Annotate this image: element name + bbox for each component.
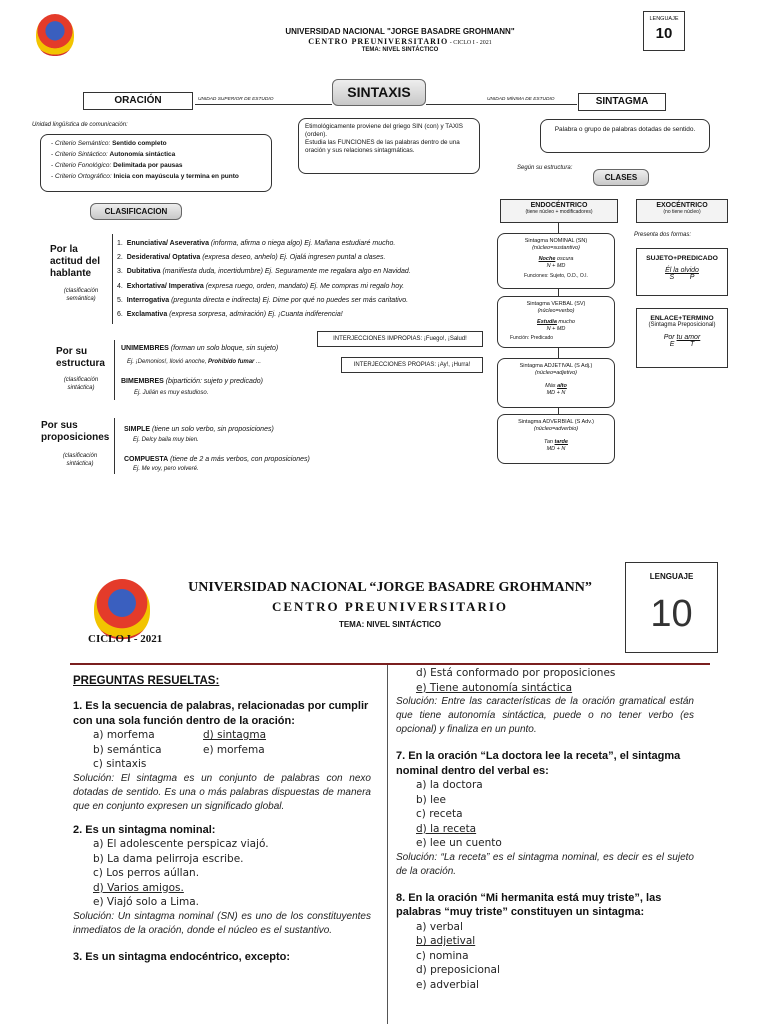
oracion-node: ORACIÓN [83, 92, 193, 110]
comp-desc: (tiene de 2 a más verbos, con proposiciones) [168, 456, 310, 463]
bottom-logo [94, 579, 150, 639]
sintaxis-node: SINTAXIS [332, 79, 426, 106]
bottom-topic: TEMA: NIVEL SINTÁCTICO [338, 620, 442, 629]
q2-sol: Solución: Un sintagma nominal (SN) es uno de los constituyentes inmediatos de la oración, donde el núcleo es el sustantivo. [73, 910, 371, 936]
item-num: 6. [117, 311, 123, 319]
item-num: 4. [117, 282, 123, 290]
sintagma-def: Palabra o grupo de palabras dotadas de sentido. [554, 126, 696, 133]
q3-text: 3. Es un sintagma endocéntrico, excepto: [73, 950, 290, 963]
brace-estructura [114, 340, 115, 400]
sn-ex1: Noche [538, 256, 556, 262]
estructura-sub: (clasificación sintáctica) [63, 377, 99, 391]
item-desc: (expresa ruego, orden, mandato) Ej. Me compras mi regalo hoy. [203, 282, 405, 290]
endo-title: ENDOCÉNTRICO [530, 202, 588, 209]
sintaxis-def-2: Estudia las FUNCIONES de las palabras dentro de una oración y sus relaciones sintagmáticas. [305, 139, 460, 154]
top-cycle: - CICLO I - 2021 [448, 40, 492, 46]
sv-fn: Función: Predicado [510, 335, 554, 341]
top-number: 10 [655, 25, 673, 42]
item-name: Dubitativa [126, 268, 161, 276]
q2-opt: c) Los perros aúllan. [93, 867, 200, 879]
item-num: 5. [117, 296, 123, 304]
bi-desc: (bipartición: sujeto y predicado) [163, 378, 263, 385]
et-labs [637, 341, 727, 348]
left-column [73, 675, 371, 964]
item-name: Exhortativa/ Imperativa [126, 282, 204, 290]
sadj-lab: MD + N [546, 390, 566, 396]
actitud-item [117, 265, 497, 279]
sn-box [497, 233, 615, 289]
item-num: 1. [117, 240, 123, 247]
comp-ej: Ej. Me voy, pero volveré. [133, 466, 199, 472]
criterios-list [45, 138, 267, 182]
sadj-box [497, 358, 615, 408]
sadv-ex1: Tan [544, 439, 555, 445]
q2-opt: a) El adolescente perspicaz viajó. [93, 838, 269, 850]
sintagma-node: SINTAGMA [578, 93, 666, 111]
uni-ej-line [127, 359, 261, 365]
q6-opt: e) Tiene autonomía sintáctica [416, 681, 573, 694]
top-center-line [200, 37, 600, 46]
sv-sub: (núcleo=verbo) [537, 308, 575, 314]
sadv-sub: (núcleo=adverbio) [533, 426, 579, 432]
item-desc: (expresa sorpresa, admiración) Ej. ¡Cuanta indiferencia! [167, 311, 343, 319]
sp-ex [637, 267, 727, 274]
top-subject-box [643, 11, 685, 51]
brace-actitud [112, 234, 113, 324]
criterio-value: Inicia con mayúscula y termina en punto [113, 173, 239, 180]
q8-opt: c) nomina [416, 949, 469, 962]
sv-box [497, 296, 615, 348]
q7-opt: d) la receta [416, 822, 477, 835]
clasificacion-node: CLASIFICACION [90, 203, 182, 220]
criterios-box [40, 134, 272, 192]
et-ex [637, 334, 727, 341]
q8-opt: a) verbal [416, 920, 463, 933]
item-num: 2. [117, 254, 123, 262]
q1-row [73, 728, 371, 743]
uni-label: UNIMEMBRES [121, 345, 169, 352]
sadv-lab: MD + N [546, 446, 566, 452]
sn-fn: Funciones: Sujeto, O.D., O.I. [524, 273, 588, 279]
item-desc: (pregunta directa e indirecta) Ej. Dime por qué no puedes ser más caritativo. [169, 296, 409, 304]
sintagma-def-box [540, 119, 710, 153]
actitud-title: Por la actitud del hablante [50, 244, 101, 279]
sp-box [636, 248, 728, 296]
item-name: Desiderativa/ Optativa [126, 254, 201, 262]
sp-lab2: P [689, 274, 695, 281]
proposiciones-title: Por sus proposiciones [41, 420, 110, 443]
item-desc: (informa, afirma o niega algo) Ej. Mañana estudiaré mucho. [208, 240, 396, 247]
criterio-label: Criterio Sintáctico: [55, 151, 110, 158]
sn-ex [498, 256, 614, 263]
exo-title: EXOCÉNTRICO [656, 202, 708, 209]
sp-labs [637, 274, 727, 281]
sintaxis-def-box [298, 118, 480, 174]
bottom-center: CENTRO PREUNIVERSITARIO [271, 599, 509, 614]
q7-opt: a) la doctora [416, 779, 483, 791]
inter-impropias-box: INTERJECCIONES IMPROPIAS: ¡Fuego!, ¡Salud! [317, 331, 483, 347]
uni-ej: Ej. ¡Demonios!, llovió anoche, [127, 359, 209, 365]
q7-text: 7. En la oración “La doctora lee la receta”, el sintagma nominal dentro del verbal es: [396, 750, 681, 777]
criterio-label: Criterio Fonológico: [55, 162, 114, 169]
item-name: Exclamativa [126, 311, 168, 319]
sadj-sub: (núcleo=adjetivo) [534, 370, 578, 376]
actitud-sub: (clasificación semántica) [63, 288, 99, 302]
sadj-title: Sintagma ADJETIVAL (S Adj.) [519, 363, 593, 369]
criterio-item [55, 149, 267, 160]
unidad-minima: UNIDAD MÍNIMA DE ESTUDIO [487, 97, 555, 102]
bi-label: BIMEMBRES [121, 378, 164, 385]
actitud-item [117, 237, 497, 251]
sadv-ex2: tarde [554, 439, 568, 445]
q8-opt: e) adverbial [416, 978, 479, 991]
q1-c: c) sintaxis [93, 758, 147, 770]
header-rule [70, 663, 710, 665]
endo-box [500, 199, 618, 223]
sn-sub: (núcleo=sustantivo) [532, 245, 580, 251]
right-column [396, 666, 694, 992]
presenta-label: Presenta dos formas: [634, 232, 692, 238]
top-university: UNIVERSIDAD NACIONAL "JORGE BASADRE GROHMANN" [285, 27, 515, 36]
actitud-item [117, 294, 497, 308]
q7-opt: c) receta [416, 808, 463, 820]
q1-sol: Solución: El sintagma es un conjunto de palabras con nexo dotadas de sentido. Es una o más palabras dispuestas de manera que en conjunto expresen un significado global. [73, 772, 371, 812]
exo-sub: (no tiene núcleo) [663, 209, 701, 215]
bottom-number: 10 [650, 593, 693, 635]
proposiciones-sub: (clasificación sintáctica) [62, 453, 98, 467]
top-center: CENTRO PREUNIVERSITARIO [308, 37, 449, 46]
sp-ex1: Él [665, 267, 672, 274]
et-ex1: Por [663, 334, 677, 341]
actitud-item [117, 251, 497, 265]
q8-opt: b) adjetival [416, 935, 476, 947]
sadv-box [497, 414, 615, 464]
uni-desc: (forman un solo bloque, sin sujeto) [168, 345, 279, 352]
unidad-superior: UNIDAD SUPERIOR DE ESTUDIO [198, 97, 274, 102]
et-ex2: tu amor [676, 334, 701, 341]
sadj-ex2: alto [557, 383, 567, 389]
brace-proposiciones [114, 418, 115, 474]
simple-ej: Ej. Delcy baila muy bien. [133, 437, 199, 443]
et-sub: (Sintagma Preposicional) [648, 322, 716, 328]
uni-ej2: Prohibido fumar [208, 359, 255, 365]
sadv-ex [498, 439, 614, 446]
q7-sol: Solución: “La receta” es el sintagma nominal, es decir es el sujeto de la oración. [396, 851, 694, 877]
q1-e: e) morfema [203, 743, 265, 756]
sp-title: SUJETO+PREDICADO [646, 255, 718, 262]
criterio-value: Delimitada por pausas [113, 162, 183, 169]
top-topic: TEMA: NIVEL SINTÁCTICO [361, 47, 439, 53]
sintaxis-def-1: Etimológicamente proviene del griego SIN (con) y TAXIS (orden). [305, 123, 463, 138]
q8-opt: d) preposicional [416, 964, 500, 976]
bi-ej: Ej. Julián es muy estudioso. [134, 390, 209, 396]
clases-node: CLASES [593, 169, 649, 186]
q1-b: b) semántica [93, 743, 162, 756]
segun-label: Según su estructura: [517, 165, 573, 171]
estructura-title: Por su estructura [56, 346, 105, 369]
q6-opt: d) Está conformado por proposiciones [416, 667, 616, 679]
sv-title: Sintagma VERBAL (SV) [526, 301, 586, 307]
sn-title: Sintagma NOMINAL (SN) [524, 238, 588, 244]
sp-ex2: la olvido [671, 267, 699, 274]
q1-text: 1. Es la secuencia de palabras, relacionadas por cumplir con una sola función dentro de la oración: [73, 700, 369, 727]
actitud-item [117, 280, 497, 294]
inter-propias-box: INTERJECCIONES PROPIAS: ¡Ay!, ¡Hurra! [341, 357, 483, 373]
sn-ex2: oscura [555, 256, 574, 262]
item-name: Interrogativa [126, 296, 170, 304]
item-num: 3. [117, 268, 123, 276]
sv-lab: N + MD [546, 326, 566, 332]
q1-a: a) morfema [93, 729, 155, 741]
item-desc: (manifiesta duda, incertidumbre) Ej. Seguramente me regalara algo en Navidad. [160, 268, 411, 276]
q2-opt: d) Varios amigos. [93, 881, 184, 894]
section-title: PREGUNTAS RESUELTAS: [73, 675, 220, 687]
endo-sub: (tiene núcleo + modificadores) [525, 209, 593, 215]
bi-line [121, 378, 263, 385]
exo-box [636, 199, 728, 223]
criterio-item [55, 160, 267, 171]
q2-opt: b) La dama pelirroja escribe. [93, 852, 244, 865]
arrow-right [426, 104, 577, 105]
bottom-subject-box [625, 562, 718, 653]
q7-opt: b) lee [416, 793, 446, 806]
unidad-ling: Unidad lingüística de comunicación: [32, 122, 128, 128]
et-title: ENLACE+TERMINO [650, 315, 714, 322]
bottom-cycle: CICLO I - 2021 [88, 633, 163, 645]
q1-row [73, 743, 371, 758]
top-logo [36, 14, 74, 56]
sv-ex [498, 319, 614, 326]
uni-ej3: ... [254, 359, 262, 365]
comp-line [124, 456, 310, 463]
actitud-list [117, 237, 497, 322]
sn-lab: N + MD [546, 263, 566, 269]
criterio-item [55, 138, 267, 149]
item-desc: (expresa deseo, anhelo) Ej. Ojalá ingresen puntal a clases. [200, 254, 386, 262]
simple-line [124, 426, 274, 433]
sp-lab1: S [669, 274, 675, 281]
criterio-label: Criterio Ortográfico: [55, 173, 114, 180]
bottom-subject: LENGUAJE [649, 572, 694, 581]
criterio-value: Sentido completo [112, 140, 167, 147]
q2-opt: e) Viajó solo a Lima. [93, 896, 199, 908]
criterio-value: Autonomía sintáctica [109, 151, 176, 158]
simple-label: SIMPLE [124, 426, 151, 433]
sv-ex1: Estudia [537, 319, 557, 325]
uni-line [121, 345, 278, 352]
sadv-title: Sintagma ADVERBIAL (S Adv.) [518, 419, 594, 425]
sv-ex2: mucho [556, 319, 575, 325]
q2-text: 2. Es un sintagma nominal: [73, 823, 216, 836]
q6-sol: Solución: Entre las características de la oración gramatical están que tiene autonomía sintáctica, puede o no tener verbo (es opcional) y finaliza en un punto. [396, 696, 694, 735]
q1-d: d) sintagma [203, 729, 267, 741]
column-divider [387, 665, 388, 1024]
arrow-left [195, 104, 332, 105]
q8-text: 8. En la oración “Mi hermanita está muy triste”, las palabras “muy triste” constituyen un sintagma: [396, 891, 662, 918]
sadj-ex [498, 383, 614, 390]
criterio-item [55, 171, 267, 182]
criterio-label: Criterio Semántico: [55, 140, 113, 147]
et-box [636, 308, 728, 368]
sadj-ex1: Más [545, 383, 558, 389]
comp-label: COMPUESTA [124, 456, 169, 463]
et-lab2: T [689, 341, 695, 348]
actitud-item [117, 308, 497, 322]
simple-desc: (tiene un solo verbo, sin proposiciones) [150, 426, 274, 433]
item-name: Enunciativa/ Aseverativa [126, 240, 209, 247]
bottom-university: UNIVERSIDAD NACIONAL “JORGE BASADRE GROHMANN” [188, 580, 592, 595]
et-lab1: E [669, 341, 675, 348]
q7-opt: e) lee un cuento [416, 837, 502, 849]
top-subject: LENGUAJE [649, 16, 679, 22]
